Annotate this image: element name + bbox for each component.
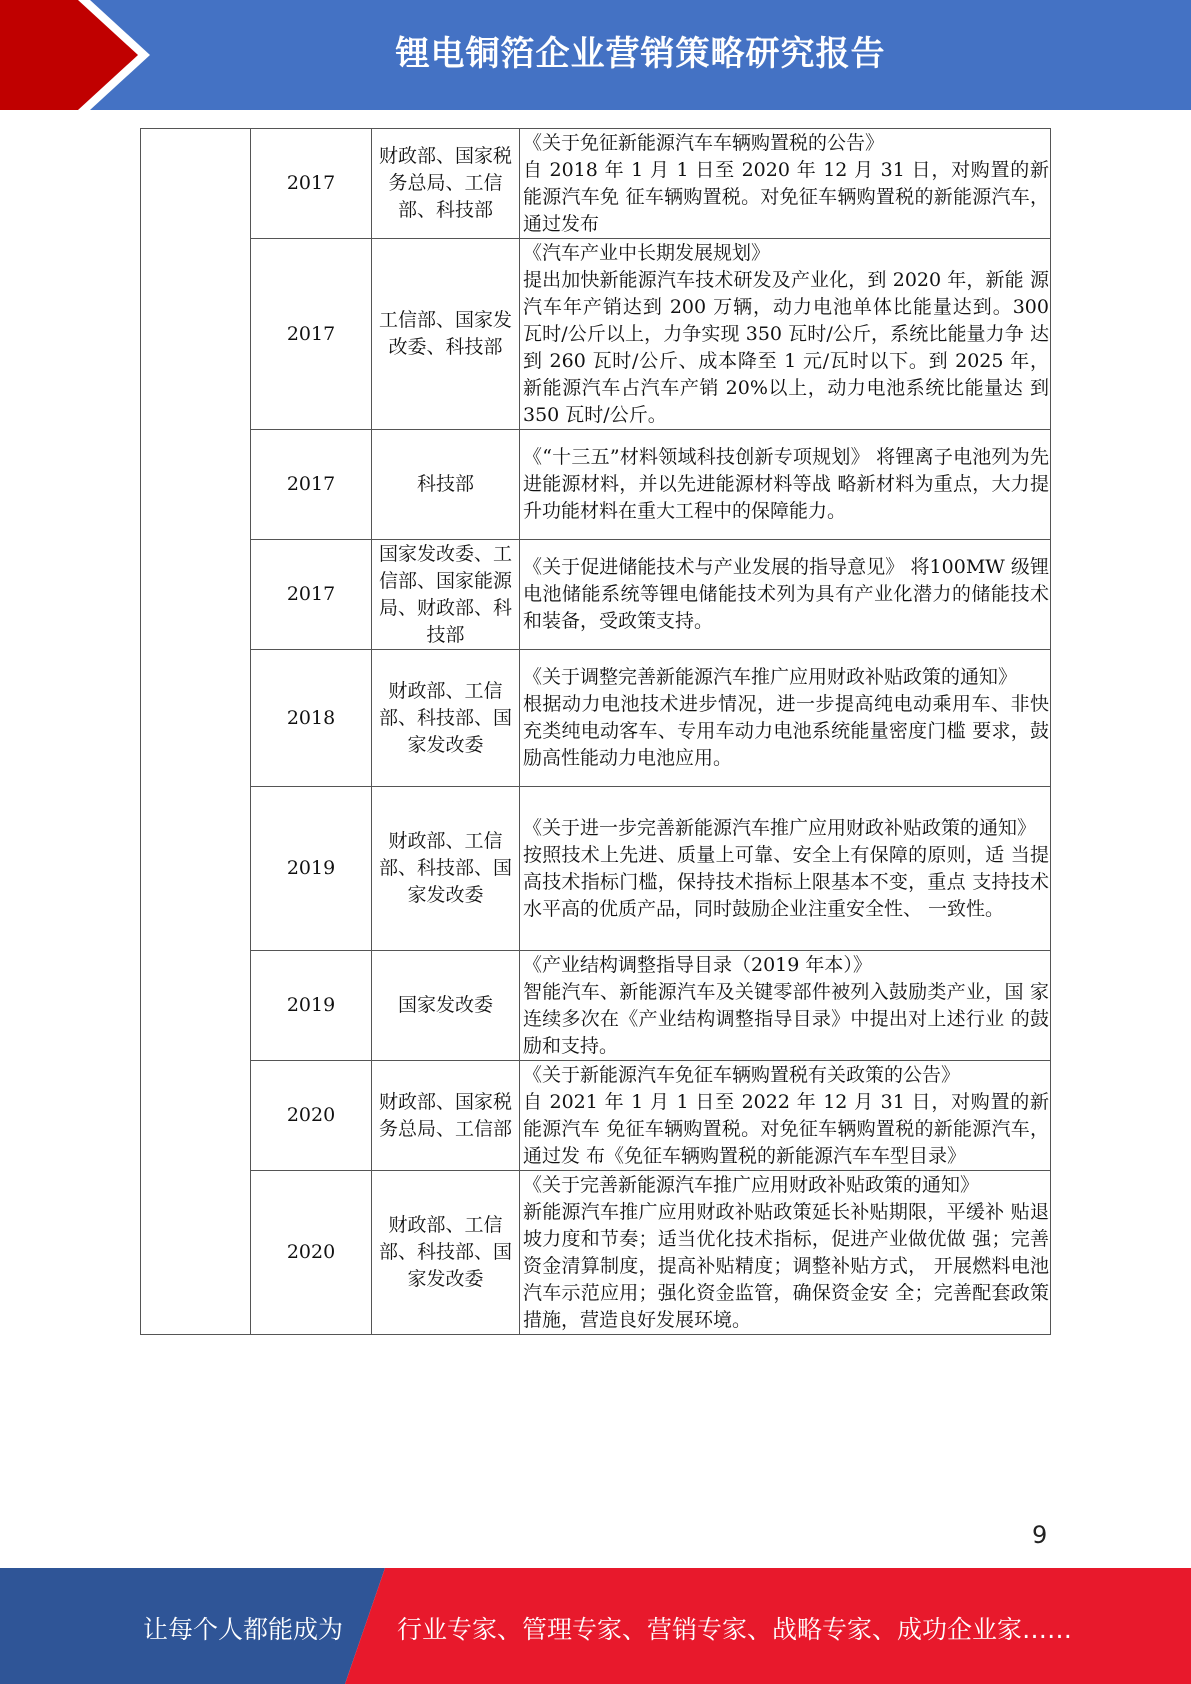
department-cell: 财政部、国家税 务总局、工信 部、科技部 [372, 129, 520, 239]
policy-text: 自 2018 年 1 月 1 日至 2020 年 12 月 31 日，对购置的新能源汽车免 征车辆购置税。对免征车辆购置税的新能源汽车，通过发布 [523, 158, 1049, 235]
table-row [141, 1171, 1051, 1335]
policy-content-cell [520, 540, 1051, 650]
policy-text: 新能源汽车推广应用财政补贴政策延长补贴期限，平缓补 贴退坡力度和节奏；适当优化技术指标，促进产业做优做 强；完善资金清算制度，提高补贴精度；调整补贴方式， 开展燃料电池汽车示范应用；强化资金监管，确保资金安 全；完善配套政策措施，营造良好发展环境。 [523, 1200, 1049, 1331]
page-number: 9 [1032, 1521, 1048, 1549]
year-cell: 2018 [251, 650, 372, 787]
department-cell: 国家发改委、工 信部、国家能源 局、财政部、科 技部 [372, 540, 520, 650]
year-cell: 2017 [251, 129, 372, 239]
policy-content-cell [520, 1061, 1051, 1171]
policy-text: 《汽车产业中长期发展规划》 [523, 241, 771, 264]
department-cell: 国家发改委 [372, 951, 520, 1061]
policy-text: 提出加快新能源汽车技术研发及产业化，到 2020 年，新能 源汽车年产销达到 200 万辆，动力电池单体比能量达到。300 瓦时/公斤以上，力争实现 350 瓦时/公斤，系统比能量力争 达到 260 瓦时/公斤、成本降至 1 元/瓦时以下。到 2025 年， 新能源汽车占汽车产销 20%以上，动力电池系统比能量达 到 350 瓦时/公斤。 [523, 268, 1049, 426]
report-title: 锂电铜箔企业营销策略研究报告 [395, 34, 886, 74]
policy-text: 《关于促进储能技术与产业发展的指导意见》 将100MW 级锂电池储能系统等锂电储能技术列为具有产业化潜力的储能技术和装备，受政策支持。 [523, 556, 1049, 632]
policy-text: 根据动力电池技术进步情况，进一步提高纯电动乘用车、非快充类纯电动客车、专用车动力电池系统能量密度门槛 要求，鼓励高性能动力电池应用。 [523, 693, 1049, 769]
department-cell: 科技部 [372, 430, 520, 540]
department-cell: 财政部、工信部、科技部、国 家发改委 [372, 787, 520, 951]
policy-content-cell [520, 1171, 1051, 1335]
footer-slogan-left: 让每个人都能成为 [143, 1615, 344, 1644]
page-footer [0, 1568, 1191, 1684]
department-cell: 工信部、国家发 改委、科技部 [372, 239, 520, 430]
policy-text: 《关于调整完善新能源汽车推广应用财政补贴政策的通知》 [523, 666, 1018, 688]
policy-content-cell [520, 239, 1051, 430]
category-cell [141, 129, 251, 1335]
year-cell: 2020 [251, 1061, 372, 1171]
table-row [141, 239, 1051, 430]
table-row [141, 951, 1051, 1061]
footer-slogan-right: 行业专家、管理专家、营销专家、战略专家、成功企业家…… [397, 1615, 1073, 1644]
policy-content-cell [520, 650, 1051, 787]
year-cell: 2017 [251, 430, 372, 540]
year-cell: 2019 [251, 951, 372, 1061]
department-cell: 财政部、国家税务总局、工信部 [372, 1061, 520, 1171]
table-row [141, 129, 1051, 239]
policy-table [140, 128, 1051, 1335]
table-row [141, 1061, 1051, 1171]
policy-text: 智能汽车、新能源汽车及关键零部件被列入鼓励类产业，国 家连续多次在《产业结构调整指导目录》中提出对上述行业 的鼓励和支持。 [523, 980, 1049, 1057]
policy-text: 《关于新能源汽车免征车辆购置税有关政策的公告》 [523, 1063, 961, 1086]
department-cell: 财政部、工信部、科技部、国 家发改委 [372, 1171, 520, 1335]
year-cell: 2020 [251, 1171, 372, 1335]
year-cell: 2017 [251, 540, 372, 650]
policy-content-cell [520, 787, 1051, 951]
table-row [141, 650, 1051, 787]
policy-text: 《“十三五”材料领域科技创新专项规划》 将锂离子电池列为先进能源材料，并以先进能源材料等战 略新材料为重点，大力提升功能材料在重大工程中的保障能力。 [523, 446, 1049, 522]
policy-text: 自 2021 年 1 月 1 日至 2022 年 12 月 31 日，对购置的新能源汽车 免征车辆购置税。对免征车辆购置税的新能源汽车，通过发 布《免征车辆购置税的新能源汽车车型目录》 [523, 1090, 1049, 1167]
table-row [141, 540, 1051, 650]
policy-content-cell [520, 951, 1051, 1061]
page-header [0, 0, 1191, 110]
policy-text: 《关于免征新能源汽车车辆购置税的公告》 [523, 131, 885, 154]
department-cell: 财政部、工信部、科技部、国 家发改委 [372, 650, 520, 787]
policy-text: 《关于进一步完善新能源汽车推广应用财政补贴政策的通知》 [523, 816, 1037, 839]
policy-text: 《产业结构调整指导目录（2019 年本）》 [523, 953, 872, 976]
policy-content-cell [520, 430, 1051, 540]
year-cell: 2019 [251, 787, 372, 951]
table-row [141, 787, 1051, 951]
table-row [141, 430, 1051, 540]
policy-text: 《关于完善新能源汽车推广应用财政补贴政策的通知》 [523, 1173, 980, 1196]
year-cell: 2017 [251, 239, 372, 430]
policy-text: 按照技术上先进、质量上可靠、安全上有保障的原则，适 当提高技术指标门槛，保持技术指标上限基本不变，重点 支持技术水平高的优质产品，同时鼓励企业注重安全性、 一致性。 [523, 843, 1049, 920]
policy-content-cell [520, 129, 1051, 239]
